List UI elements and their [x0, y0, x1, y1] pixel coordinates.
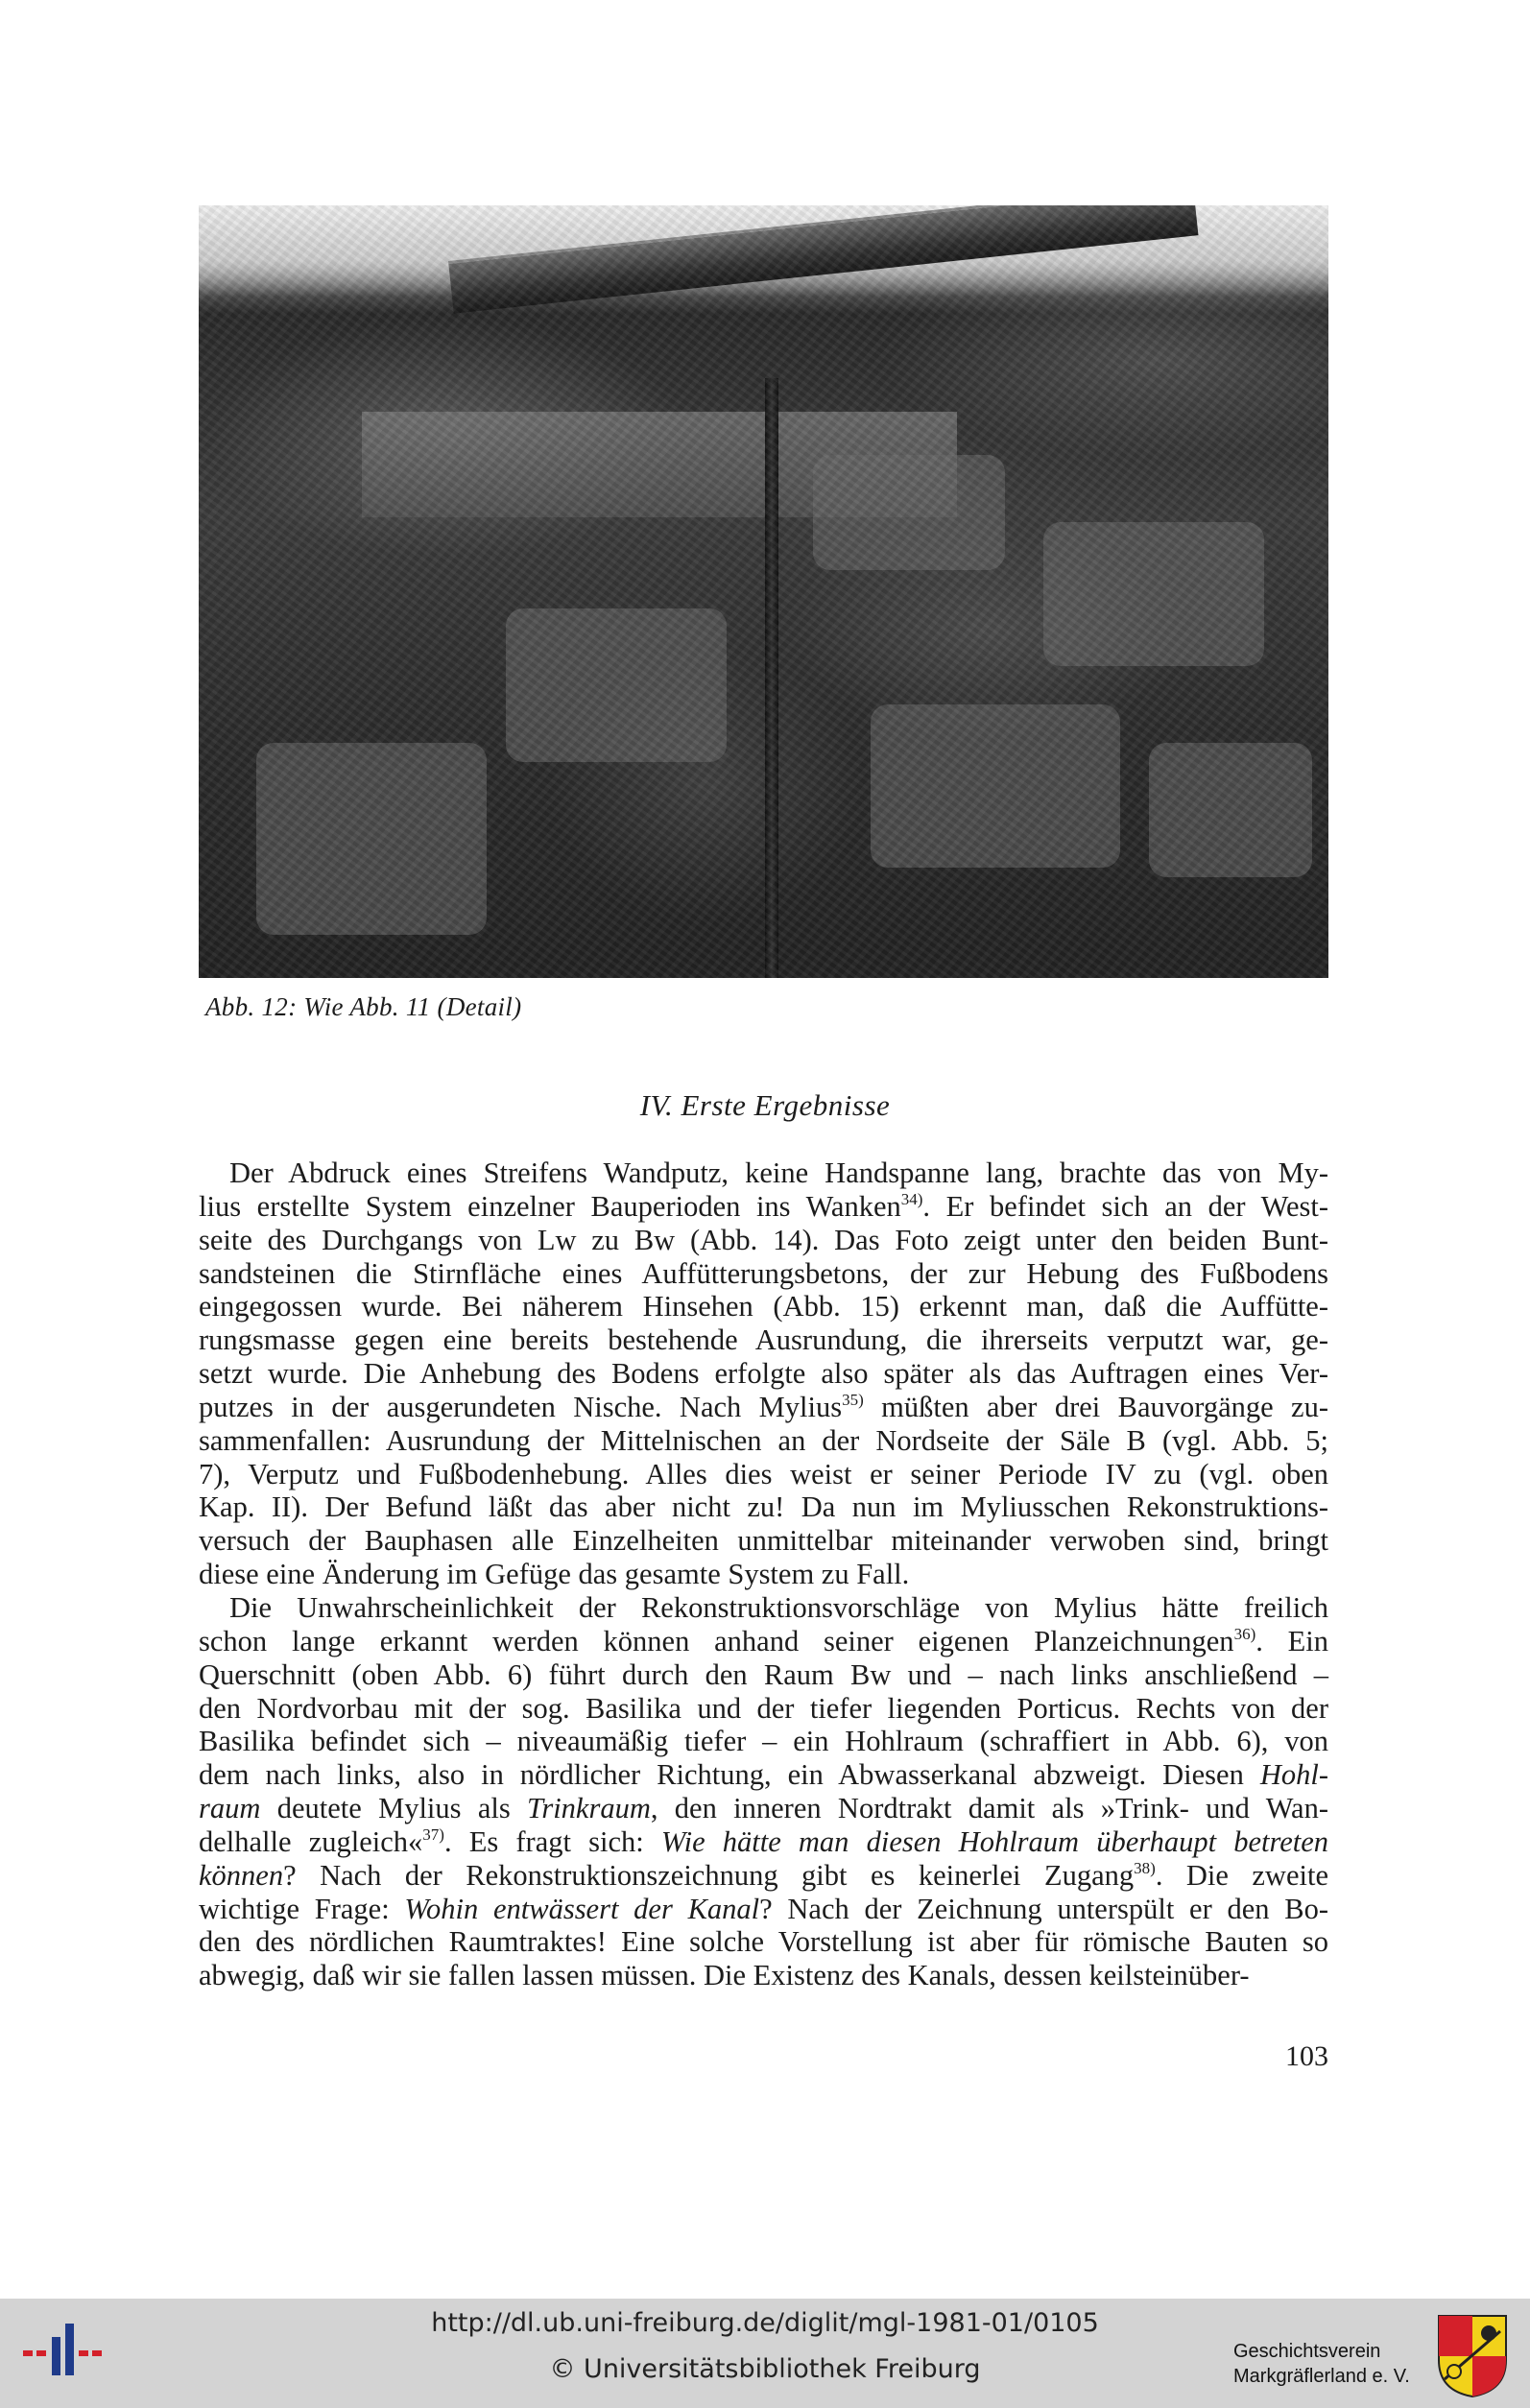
footnote-ref: 38): [1134, 1858, 1156, 1877]
emphasis: Wie hätte man diesen Hohlraum überhaupt betreten: [660, 1824, 1329, 1858]
text-line: sammenfallen: Ausrundung der Mittelnischen an der Nordseite der Säle B (vgl. Abb. 5;: [199, 1423, 1328, 1457]
text-line: schon lange erkannt werden können anhand seiner eigenen Planzeichnungen$^{36)}$. Ein: [199, 1624, 1328, 1657]
footer-bar: [0, 2299, 1530, 2408]
text-line: Der Abdruck eines Streifens Wandputz, keine Handspanne lang, brachte das von My-: [229, 1156, 1328, 1189]
figure-caption: Abb. 12: Wie Abb. 11 (Detail): [205, 992, 522, 1021]
emphasis: Wohin entwässert der Kanal: [404, 1892, 760, 1925]
body-text: [199, 1156, 1328, 1992]
text-line: dem nach links, also in nördlicher Richtung, ein Abwasserkanal abzweigt. Diesen Hohl-: [199, 1758, 1328, 1792]
emphasis: Hohl-: [1259, 1758, 1328, 1792]
section-title: IV. Erste Ergebnisse: [639, 1088, 891, 1122]
text-line: delhalle zugleich«$^{37)}$. Es fragt sich: Wie hätte man diesen Hohlraum überhaupt betreten: [199, 1824, 1329, 1858]
text-line: 7), Verputz und Fußbodenhebung. Alles dies weist er seiner Periode IV zu (vgl. oben: [199, 1457, 1328, 1490]
footer-copyright: © Universitätsbibliothek Freiburg: [549, 2354, 981, 2384]
society-name-line2: Markgräflerland e. V.: [1233, 2366, 1410, 2387]
text-line: Kap. II). Der Befund läßt das aber nicht zu! Da nun im Myliusschen Rekonstruktions-: [199, 1490, 1328, 1524]
emphasis: können: [199, 1858, 284, 1892]
text-line: sandsteinen die Stirnfläche eines Auffütterungsbetons, der zur Hebung des Fußbodens: [199, 1256, 1328, 1290]
page-number: 103: [1285, 2040, 1328, 2072]
text-line: können? Nach der Rekonstruktionszeichnung gibt es keinerlei Zugang$^{38)}$. Die zweite: [199, 1858, 1328, 1892]
text-line: eingegossen wurde. Bei näherem Hinsehen (Abb. 15) erkennt man, daß die Auffütte-: [199, 1290, 1328, 1323]
footnote-ref: 36): [1233, 1624, 1256, 1643]
society-name-line1: Geschichtsverein: [1233, 2341, 1381, 2362]
footnote-ref: 34): [900, 1189, 923, 1208]
text-line: versuch der Bauphasen alle Einzelheiten unmittelbar miteinander verwoben sind, bringt: [199, 1524, 1328, 1558]
emphasis: Trinkraum: [527, 1792, 651, 1825]
text-line: Basilika befindet sich – niveaumäßig tiefer – ein Hohlraum (schraffiert in Abb. 6), von: [199, 1725, 1328, 1758]
text-line: den des nördlichen Raumtraktes! Eine solche Vorstellung ist aber für römische Bauten so: [199, 1925, 1328, 1959]
text-line: putzes in der ausgerundeten Nische. Nach Mylius$^{35)}$ müßten aber drei Bauvorgänge zu-: [199, 1390, 1329, 1423]
text-line: Die Unwahrscheinlichkeit der Rekonstruktionsvorschläge von Mylius hätte freilich: [229, 1590, 1328, 1624]
wall-detail-photo: [199, 205, 1328, 978]
text-line: abwegig, daß wir sie fallen lassen müssen. Die Existenz des Kanals, dessen keilsteinüber-: [199, 1959, 1250, 1992]
text-line: raum deutete Mylius als Trinkraum, den inneren Nordtrakt damit als »Trink- und Wan-: [199, 1792, 1328, 1825]
text-line: wichtige Frage: Wohin entwässert der Kanal? Nach der Zeichnung unterspült er den Bo-: [199, 1892, 1328, 1925]
photo-grain: [199, 205, 1328, 978]
text-line: Querschnitt (oben Abb. 6) führt durch den Raum Bw und – nach links anschließend –: [199, 1657, 1328, 1691]
footer-url-link[interactable]: http://dl.ub.uni-freiburg.de/diglit/mgl-1981-01/0105: [431, 2308, 1099, 2338]
text-line: den Nordvorbau mit der sog. Basilika und der tiefer liegenden Porticus. Rechts von der: [199, 1691, 1328, 1725]
text-line: diese eine Änderung im Gefüge das gesamte System zu Fall.: [199, 1558, 910, 1591]
text-line: lius erstellte System einzelner Bauperioden ins Wanken$^{34)}$. Er befindet sich an der West-: [199, 1189, 1328, 1223]
emphasis: raum: [199, 1792, 261, 1825]
text-line: rungsmasse gegen eine bereits bestehende Ausrundung, die ihrerseits verputzt war, ge-: [199, 1323, 1328, 1357]
society-name: [1233, 2339, 1410, 2389]
footnote-ref: 35): [842, 1390, 864, 1409]
footnote-ref: 37): [422, 1824, 444, 1844]
coat-of-arms-icon[interactable]: [1435, 2312, 1510, 2398]
text-line: setzt wurde. Die Anhebung des Bodens erfolgte also später als das Auftragen eines Ver-: [199, 1357, 1328, 1391]
text-line: seite des Durchgangs von Lw zu Bw (Abb. 14). Das Foto zeigt unter den beiden Bunt-: [199, 1223, 1328, 1256]
